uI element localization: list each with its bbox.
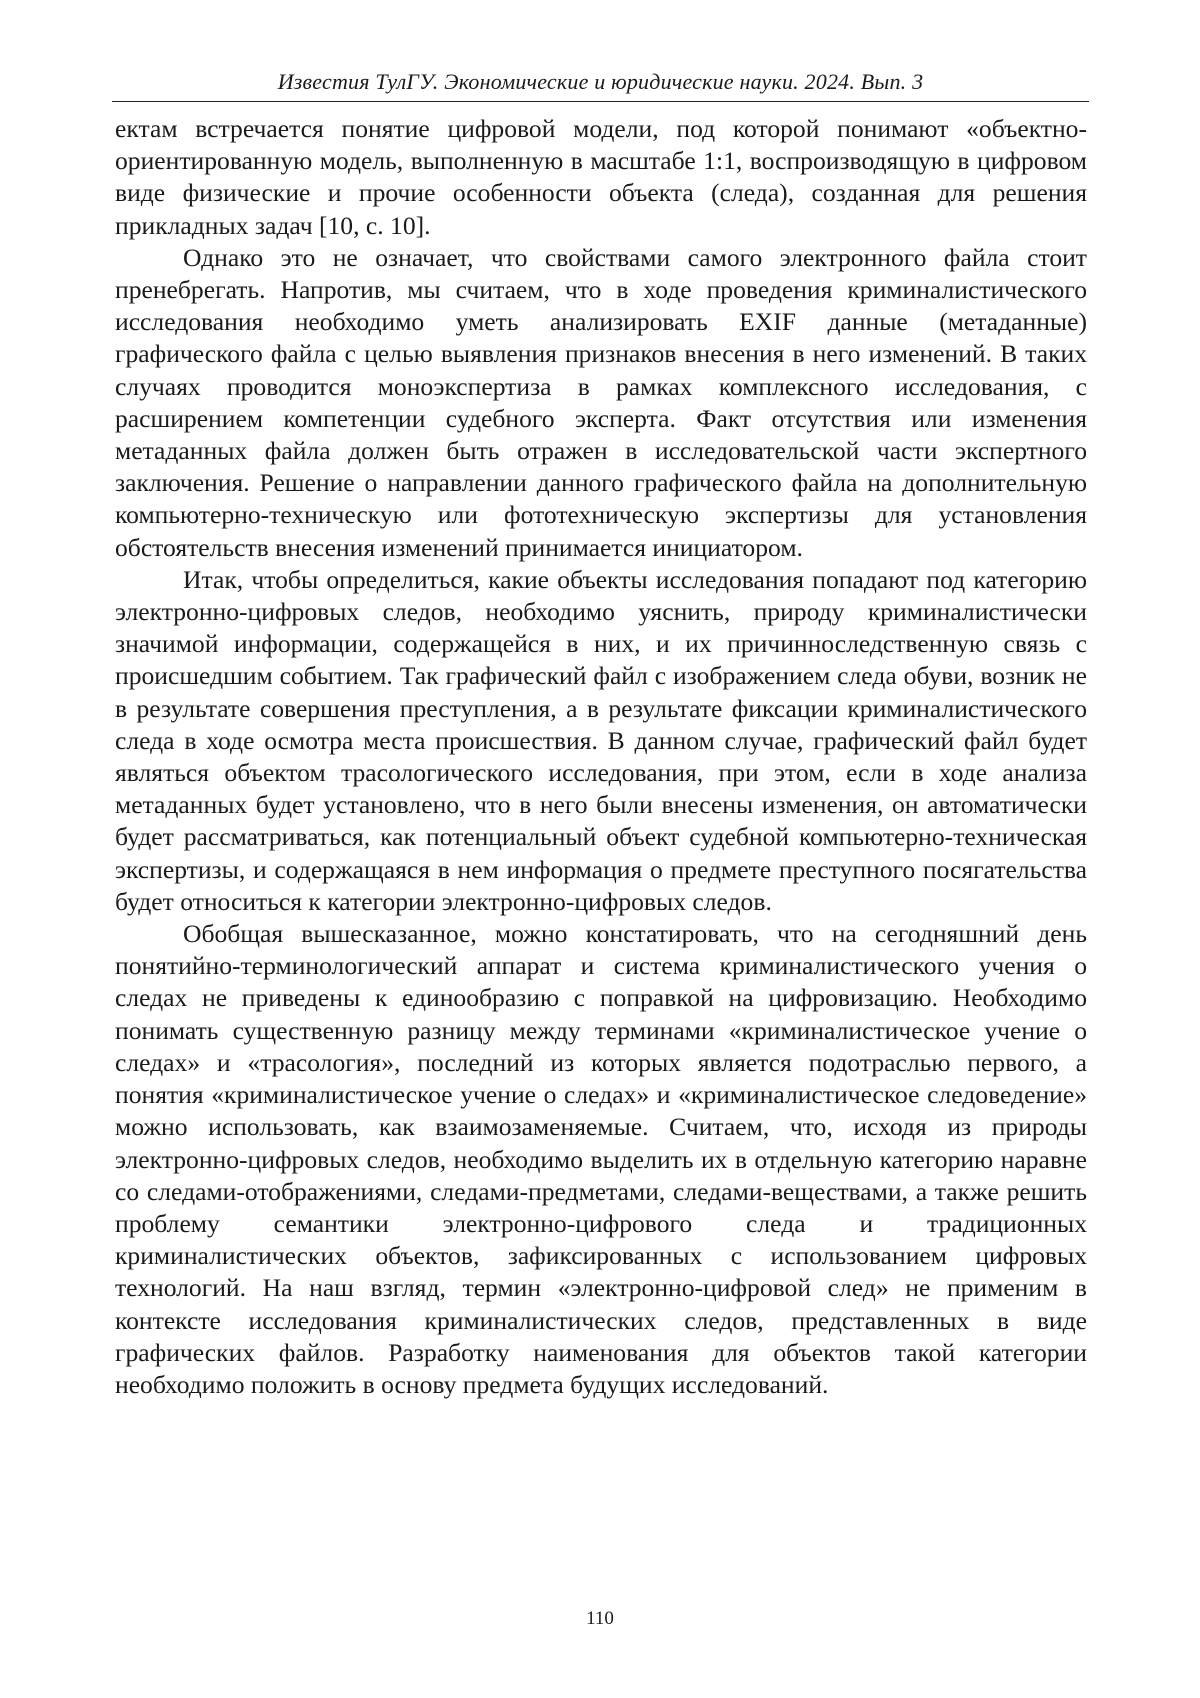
paragraph-exif-metadata: Однако это не означает, что свойствами самого электронного файла стоит пренебрегать. Напротив, мы считаем, что в ходе проведения криминалистического исследования необходимо уметь анализировать EXIF данные (метаданные) графического файла с целью выявления признаков внесения в него изменений. В таких случаях проводится моноэкспертиза в рамках комплексного исследования, с расширением компетенции судебного эксперта. Факт отсутствия или изменения метаданных файла должен быть отражен в исследовательской части экспертного заключения. Решение о направлении данного графического файла на дополнительную компьютерно-техническую или фототехническую экспертизы для установления обстоятельств внесения изменений принимается инициатором. [115, 242, 1087, 562]
paragraph-conclusion: Обобщая вышесказанное, можно констатировать, что на сегодняшний день понятийно-терминологический аппарат и система криминалистического учения о следах не приведены к единообразию с поправкой на цифровизацию. Необходимо понимать существенную разницу между терминами «криминалистическое учение о следах» и «трасология», последний из которых является подотраслью первого, а понятия «криминалистическое учение о следах» и «криминалистическое следоведение» можно использовать, как взаимозаменяемые. Считаем, что, исходя из природы электронно-цифровых следов, необходимо выделить их в отдельную категорию наравне со следами-отображениями, следами-предметами, следами-веществами, а также решить проблему семантики электронно-цифрового следа и традиционных криминалистических объектов, зафиксированных с использованием цифровых технологий. На наш взгляд, термин «электронно-цифровой след» не применим в контексте исследования криминалистических следов, представленных в виде графических файлов. Разработку наименования для объектов такой категории необходимо положить в основу предмета будущих исследований. [115, 919, 1087, 1399]
page-number: 110 [586, 1608, 614, 1629]
paragraph-object-categories: Итак, чтобы определиться, какие объекты исследования попадают под категорию электронно-цифровых следов, необходимо уяснить, природу криминалистически значимой информации, содержащейся в них, и их причинноследственную связь с происшедшим событием. Так графический файл с изображением следа обуви, возник не в результате совершения преступления, а в результате фиксации криминалистического следа в ходе осмотра места происшествия. В данном случае, графический файл будет являться объектом трасологического исследования, при этом, если в ходе анализа метаданных будет установлено, что в него были внесены изменения, он автоматически будет рассматриваться, как потенциальный объект судебной компьютерно-техническая экспертизы, и содержащаяся в нем информация о предмете преступного посягательства будет относиться к категории электронно-цифровых следов. [115, 564, 1087, 916]
header-divider [112, 101, 1089, 102]
article-body [115, 113, 1087, 1401]
paragraph-continuation: ектам встречается понятие цифровой модели, под которой понимают «объектно-ориентированную модель, выполненную в масштабе 1:1, воспроизводящую в цифровом виде физические и прочие особенности объекта (следа), созданная для решения прикладных задач [10, с. 10]. [115, 114, 1087, 240]
running-header: Известия ТулГУ. Экономические и юридические науки. 2024. Вып. 3 [277, 69, 924, 94]
